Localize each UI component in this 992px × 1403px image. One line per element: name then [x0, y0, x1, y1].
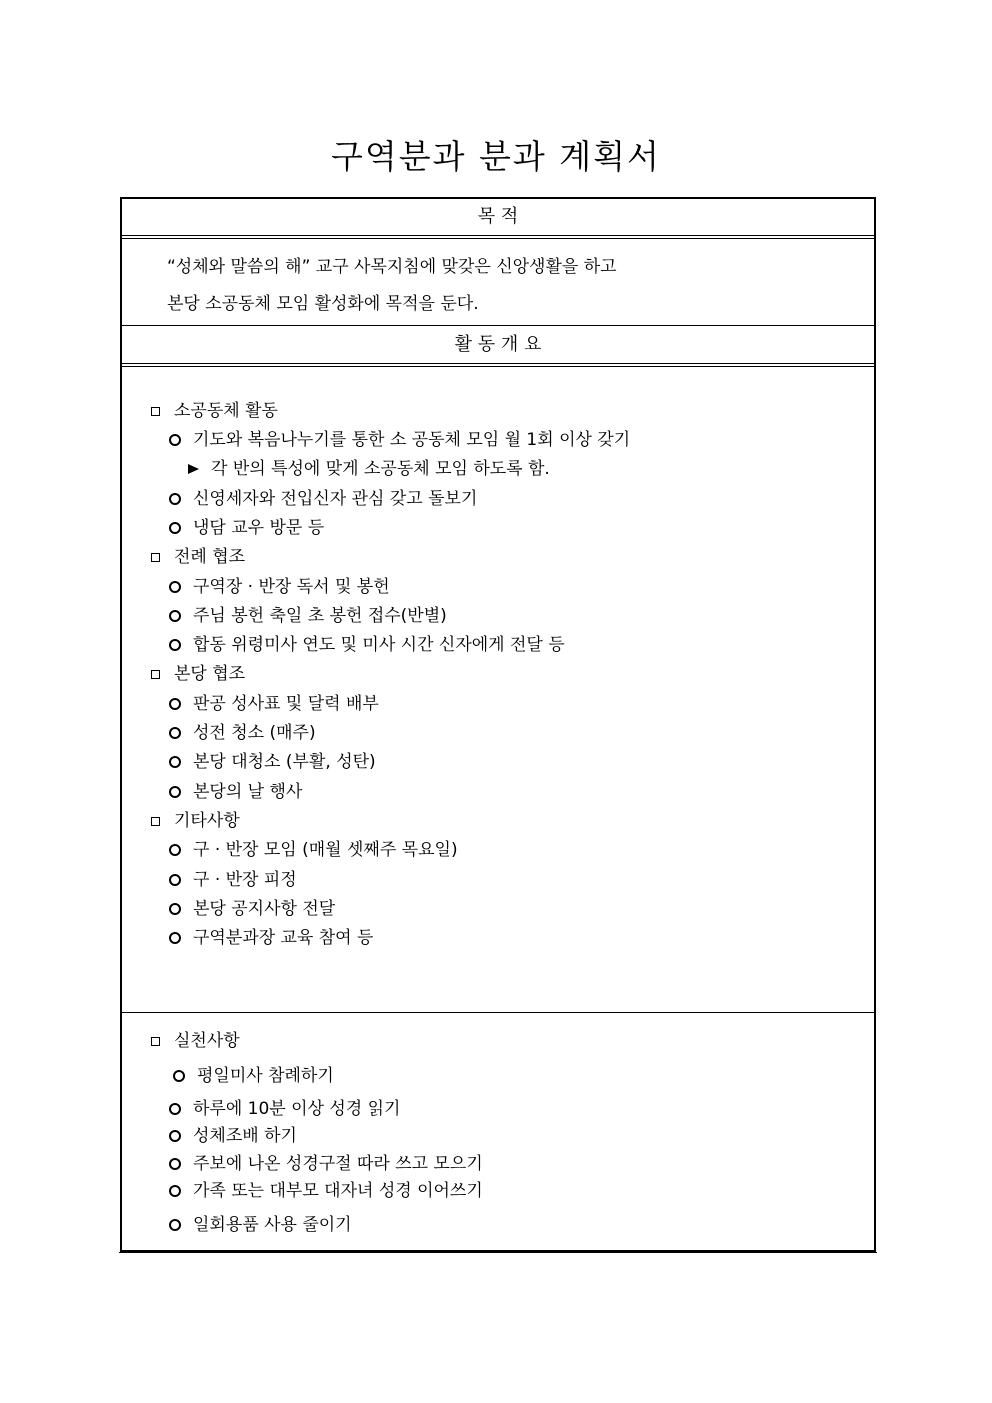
section-practice	[151, 1028, 240, 1054]
circle-outline-icon	[169, 639, 181, 651]
overview-divider	[122, 363, 874, 367]
list-item: 판공 성사표 및 달력 배부	[169, 691, 379, 717]
section-parish-support	[151, 661, 245, 687]
list-item: 하루에 10분 이상 성경 읽기	[169, 1096, 400, 1122]
list-item: 성전 청소 (매주)	[169, 720, 316, 746]
section-small-community	[151, 398, 278, 424]
purpose-line-1: “성체와 말씀의 해” 교구 사목지침에 맞갖은 신앙생활을 하고	[167, 257, 617, 277]
right-triangle-icon	[188, 464, 199, 474]
list-item: 본당 공지사항 전달	[169, 896, 335, 922]
list-item: 구 · 반장 피정	[169, 867, 297, 893]
circle-outline-icon	[169, 903, 181, 915]
section-title: 전례 협조	[174, 547, 246, 567]
bottom-rule	[119, 1252, 877, 1253]
circle-outline-icon	[169, 698, 181, 710]
circle-outline-icon	[169, 581, 181, 593]
circle-outline-icon	[169, 1219, 181, 1231]
purpose-line-2: 본당 소공동체 모임 활성화에 목적을 둔다.	[167, 294, 479, 314]
list-item: 주보에 나온 성경구절 따라 쓰고 모으기	[169, 1151, 483, 1177]
list-item: 냉담 교우 방문 등	[169, 515, 324, 541]
square-outline-icon	[151, 553, 160, 562]
list-item: 가족 또는 대부모 대자녀 성경 이어쓰기	[169, 1178, 483, 1204]
purpose-divider	[122, 235, 874, 239]
list-item: 구역장 · 반장 독서 및 봉헌	[169, 574, 390, 600]
section-liturgy	[151, 544, 245, 570]
circle-outline-icon	[169, 493, 181, 505]
square-outline-icon	[151, 670, 160, 679]
purpose-heading: 목 적	[477, 206, 519, 227]
section-title: 실천사항	[174, 1031, 240, 1051]
circle-outline-icon	[173, 1070, 185, 1082]
list-item: 주님 봉헌 축일 초 봉헌 접수(반별)	[169, 603, 447, 629]
circle-outline-icon	[169, 1158, 181, 1170]
list-item: 본당 대청소 (부활, 성탄)	[169, 749, 376, 775]
circle-outline-icon	[169, 874, 181, 886]
circle-outline-icon	[169, 756, 181, 768]
circle-outline-icon	[169, 610, 181, 622]
list-item: 평일미사 참례하기	[173, 1063, 334, 1089]
section-etc	[151, 808, 240, 834]
list-item: 합동 위령미사 연도 및 미사 시간 신자에게 전달 등	[169, 632, 565, 658]
list-item: 성체조배 하기	[169, 1123, 297, 1149]
sub-list-item: 각 반의 특성에 맞게 소공동체 모임 하도록 함.	[188, 456, 550, 482]
overview-heading: 활 동 개 요	[454, 334, 542, 355]
practice-top-rule	[122, 1012, 874, 1013]
document-title: 구역분과 분과 계획서	[331, 137, 661, 176]
circle-outline-icon	[169, 1185, 181, 1197]
list-item: 기도와 복음나누기를 통한 소 공동체 모임 월 1회 이상 갖기	[169, 427, 630, 453]
list-item: 구역분과장 교육 참여 등	[169, 925, 373, 951]
circle-outline-icon	[169, 434, 181, 446]
list-item: 신영세자와 전입신자 관심 갖고 돌보기	[169, 486, 477, 512]
circle-outline-icon	[169, 932, 181, 944]
plan-table	[120, 197, 876, 1252]
section-title: 기타사항	[174, 811, 240, 831]
circle-outline-icon	[169, 1130, 181, 1142]
list-item: 본당의 날 행사	[169, 779, 302, 805]
list-item: 일회용품 사용 줄이기	[169, 1212, 352, 1238]
list-item: 구 · 반장 모임 (매월 셋째주 목요일)	[169, 837, 458, 863]
circle-outline-icon	[169, 786, 181, 798]
square-outline-icon	[151, 1037, 160, 1046]
circle-outline-icon	[169, 1103, 181, 1115]
square-outline-icon	[151, 817, 160, 826]
circle-outline-icon	[169, 844, 181, 856]
circle-outline-icon	[169, 727, 181, 739]
section-title: 소공동체 활동	[174, 401, 278, 421]
overview-top-rule	[122, 325, 874, 326]
circle-outline-icon	[169, 522, 181, 534]
square-outline-icon	[151, 407, 160, 416]
section-title: 본당 협조	[174, 664, 246, 684]
